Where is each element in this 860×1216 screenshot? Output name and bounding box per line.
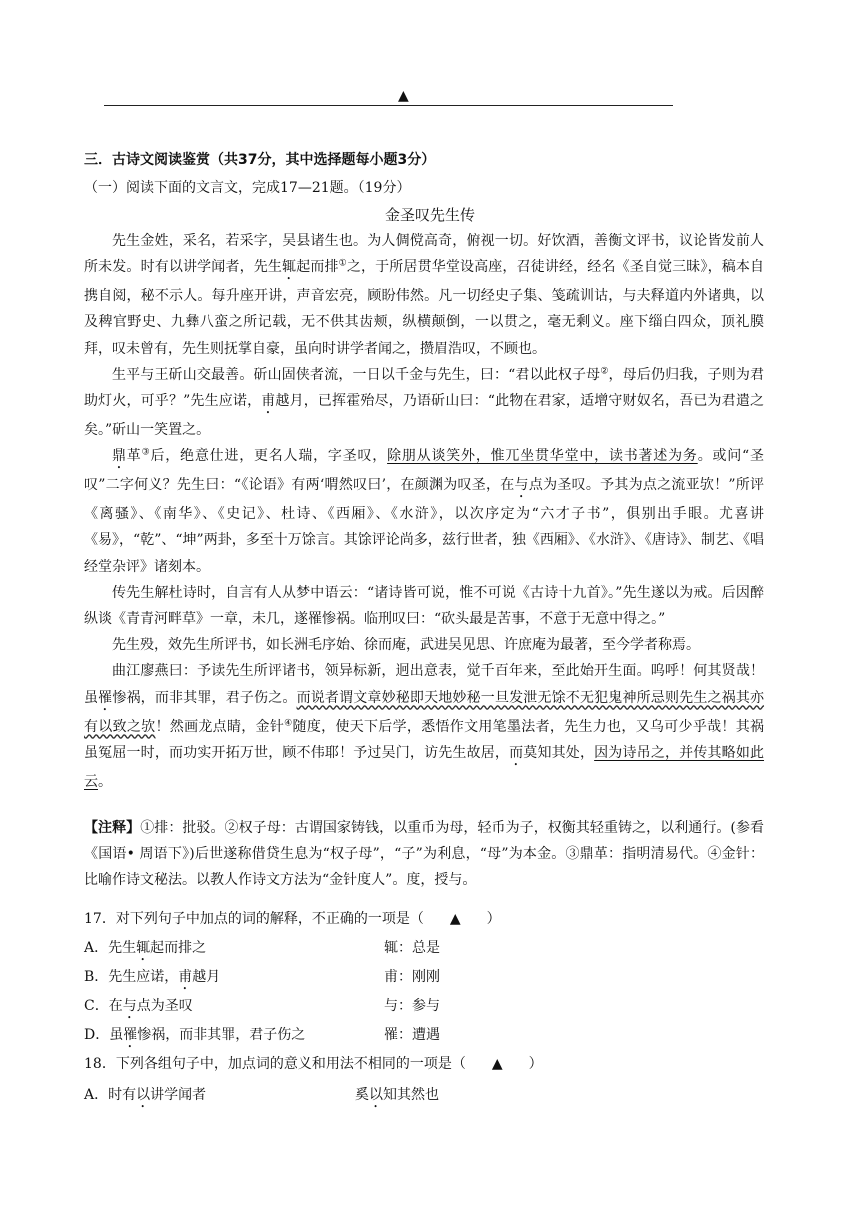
dotted-word: 罹 <box>98 689 113 706</box>
paragraph-5: 先生殁，效先生所评书，如长洲毛序始、徐而庵，武进吴见思、许庶庵为最著，至今学者称焉。 <box>112 637 700 654</box>
passage-title: 金圣叹先生传 <box>384 206 475 224</box>
footnote-ref: ① <box>338 258 347 269</box>
dotted-word: 与 <box>514 477 529 494</box>
paragraph-1: 先生金姓，采名，若采字，吴县诸生也。为人倜傥高奇，俯视一切。好饮酒，善衡文评书，议论皆发前人所未发。时有以讲学闻者，先生辄起而排①之，于所居贯华堂设高座，召徒讲经，经名《圣自觉三昧》，稿本自携自阅，秘不示人。每升座开讲，声音宏亮，顾盼伟然。凡一切经史子集、笺疏训诂，与夫释道内外诸典，以及稗官野史、九彝八蛮之所记载，无不供其齿颊，纵横颠倒，一以贯之，毫无剩义。座下缁白四众，顶礼膜拜，叹未曾有，先生则抚掌自豪，虽向时讲学者闻之，攒眉浩叹，不顾也。 <box>84 233 765 357</box>
answer-line <box>104 105 673 106</box>
paragraph-3: 鼎革③后，绝意仕进，更名人瑞，字圣叹，除朋从谈笑外，惟兀坐贯华堂中，读书著述为务。或问“圣叹”二字何义？先生曰：“《论语》有两‘喟然叹曰’，在颜渊为叹圣，在与点为圣叹。予其为点之流亚欤！”所评《离骚》、《南华》、《史记》、杜诗、《西厢》、《水浒》，以次序定为“六才子书”，俱别出手眼。尤喜讲《易》，“乾”、“坤”两卦，多至十万馀言。其馀评论尚多，兹行世者，独《西厢》、《水浒》、《唐诗》、制艺、《唱经堂杂评》诸刻本。 <box>84 447 765 575</box>
q18-option-a-right: 奚以知其然也 <box>355 1087 439 1103</box>
q17-option-c-explanation: 与：参与 <box>384 998 440 1014</box>
dotted-word: 甫 <box>261 393 276 410</box>
q17-option-b-explanation: 甫：刚刚 <box>384 969 440 985</box>
q18-option-a[interactable]: A．时有以讲学闻者 <box>84 1087 207 1103</box>
passage-body <box>84 228 764 795</box>
dotted-word: 辄 <box>282 259 297 276</box>
section-heading: 三．古诗文阅读鉴赏（共37分，其中选择题每小题3分） <box>84 152 436 168</box>
note-label: 【注释】 <box>84 820 141 836</box>
paragraph-4: 传先生解杜诗时，自言有人从梦中语云：“诸诗皆可说，惟不可说《古诗十九首》。”先生遂以为戒。后因醉纵谈《青青河畔草》一章，未几，遂罹惨祸。临刑叹曰：“砍头最是苦事，不意于无意中得之。” <box>84 584 764 628</box>
footnote-ref: ② <box>600 366 609 377</box>
question-17-stem: 17．对下列句子中加点的词的解释，不正确的一项是（ ▲ ） <box>84 911 501 927</box>
q17-option-a[interactable]: A．先生辄起而排之 <box>84 940 207 956</box>
q17-option-b[interactable]: B．先生应诺，甫越月 <box>84 969 221 985</box>
underlined-sentence: 除朋从谈笑外，惟兀坐贯华堂中，读书著述为务 <box>387 448 698 465</box>
question-18-stem: 18．下列各组句子中，加点词的意义和用法不相同的一项是（ ▲ ） <box>84 1056 543 1072</box>
answer-triangle-marker: ▲ <box>449 911 461 927</box>
note-text: ①排：批驳。②权子母：古谓国家铸钱，以重币为母，轻币为子，权衡其轻重铸之，以利通行。(参看《国语• 周语下》)后世遂称借贷生息为“权子母”，“子”为利息，“母”为本金。③鼎革：指明清易代。④金针：比喻作诗文秘法。以教人作诗文方法为“金针度人”。度，授与。 <box>84 820 764 889</box>
answer-triangle-marker: ▲ <box>398 88 409 104</box>
dotted-word: 鼎 <box>112 448 127 465</box>
q17-option-d[interactable]: D．虽罹惨祸，而非其罪，君子伤之 <box>84 1027 306 1043</box>
annotation-notes <box>84 815 764 894</box>
q17-option-c[interactable]: C．在与点为圣叹 <box>84 998 193 1014</box>
q17-option-a-explanation: 辄：总是 <box>384 940 440 956</box>
footnote-ref: ④ <box>284 717 293 728</box>
dotted-word: 而 <box>509 744 524 761</box>
wavy-underlined-sentence: 而说者谓文章妙秘即天地妙秘一旦发泄无馀不无犯鬼神所忌则先生之祸其亦有以致之欤 <box>84 689 765 735</box>
subheading: （一）阅读下面的文言文，完成17—21题。（19分） <box>84 180 411 196</box>
paragraph-2: 生平与王斫山交最善。斫山固侠者流，一日以千金与先生，曰：“君以此权子母②，母后仍归我，子则为君助灯火，可乎？”先生应诺，甫越月，已挥霍殆尽，乃语斫山曰：“此物在君家，适增守财奴名，吾已为君遣之矣。”斫山一笑置之。 <box>84 366 765 439</box>
footnote-ref: ③ <box>141 447 151 458</box>
q17-option-d-explanation: 罹：遭遇 <box>384 1027 440 1043</box>
answer-triangle-marker: ▲ <box>491 1056 503 1072</box>
underlined-sentence: 因为诗吊之，并传其略如此云 <box>84 744 765 790</box>
paragraph-6: 曲江廖燕曰：予读先生所评诸书，领异标新，迥出意表，觉千百年来，至此始开生面。呜呼！何其贤哉！虽罹惨祸，而非其罪，君子伤之。而说者谓文章妙秘即天地妙秘一旦发泄无馀不无犯鬼神所忌则先生之祸其亦有以致之欤！然画龙点睛，金针④随度，使天下后学，悉悟作文用笔墨法者，先生力也，又乌可少乎哉！其祸虽冤屈一时，而功实开拓万世，顾不伟耶！予过吴门，访先生故居，而莫知其处，因为诗吊之，并传其略如此云。 <box>84 663 765 790</box>
